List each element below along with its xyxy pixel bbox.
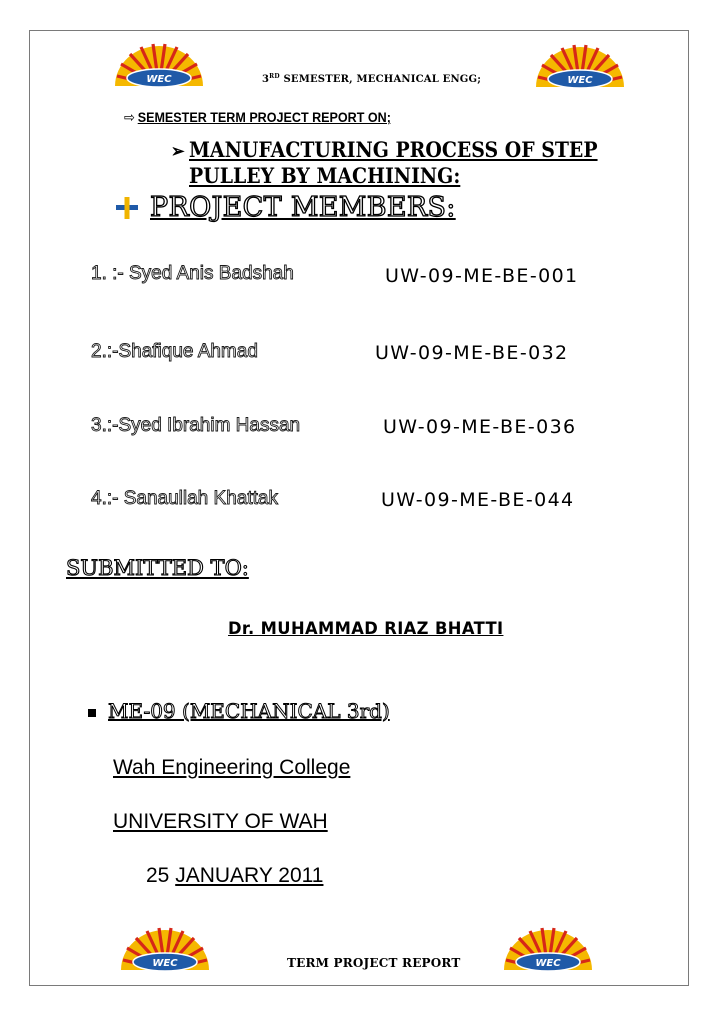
wec-logo-top-left <box>107 42 211 88</box>
member-name-1: 1. :- Syed Anis Badshah <box>91 263 294 284</box>
header-prefix: 3 <box>262 74 270 85</box>
footer-label: TERM PROJECT REPORT <box>287 956 461 970</box>
project-title-line1: MANUFACTURING PROCESS OF STEP <box>189 137 598 162</box>
arrow-bullet-icon: ➢ <box>171 141 185 162</box>
members-heading: PROJECT MEMBERS: <box>150 192 456 223</box>
member-name-2: 2.:-Shafique Ahmad <box>91 341 258 362</box>
date-day: 25 <box>146 864 176 887</box>
member-name-3: 3.:-Syed Ibrahim Hassan <box>91 415 301 436</box>
header-rest: SEMESTER, MECHANICAL ENGG; <box>279 74 482 85</box>
member-name-4: 4.:- Sanaullah Khattak <box>91 488 278 509</box>
class-info: ME-09 (MECHANICAL 3rd) <box>108 699 390 723</box>
member-id-4: UW-09-ME-BE-044 <box>381 489 575 511</box>
college-name: Wah Engineering College <box>113 756 351 779</box>
logo-text: WEC <box>535 958 561 969</box>
square-bullet-icon <box>88 709 96 717</box>
wec-logo-bottom-right <box>496 926 600 972</box>
wec-logo-bottom-left <box>113 926 217 972</box>
logo-text: WEC <box>152 958 178 969</box>
outline-double-arrow-icon: ⇨ <box>124 109 135 125</box>
report-heading <box>124 109 391 126</box>
wec-logo-top-right <box>528 43 632 89</box>
member-id-2: UW-09-ME-BE-032 <box>375 342 569 364</box>
logo-text: WEC <box>146 74 172 85</box>
supervisor-name: Dr. MUHAMMAD RIAZ BHATTI <box>228 619 504 639</box>
header-semester <box>262 73 481 85</box>
plus-bullet-icon <box>115 196 139 220</box>
project-title <box>171 138 598 188</box>
logo-text: WEC <box>567 75 593 86</box>
date-month-year: JANUARY 2011 <box>175 864 324 887</box>
member-id-1: UW-09-ME-BE-001 <box>385 265 579 287</box>
header-sup: RD <box>269 73 280 80</box>
member-id-3: UW-09-ME-BE-036 <box>383 416 577 438</box>
report-date <box>146 864 323 888</box>
submitted-to-heading: SUBMITTED TO: <box>66 556 249 580</box>
university-name: UNIVERSITY OF WAH <box>113 810 328 833</box>
project-title-line2: PULLEY BY MACHINING: <box>189 163 461 188</box>
report-heading-label: SEMESTER TERM PROJECT REPORT ON; <box>137 110 391 125</box>
